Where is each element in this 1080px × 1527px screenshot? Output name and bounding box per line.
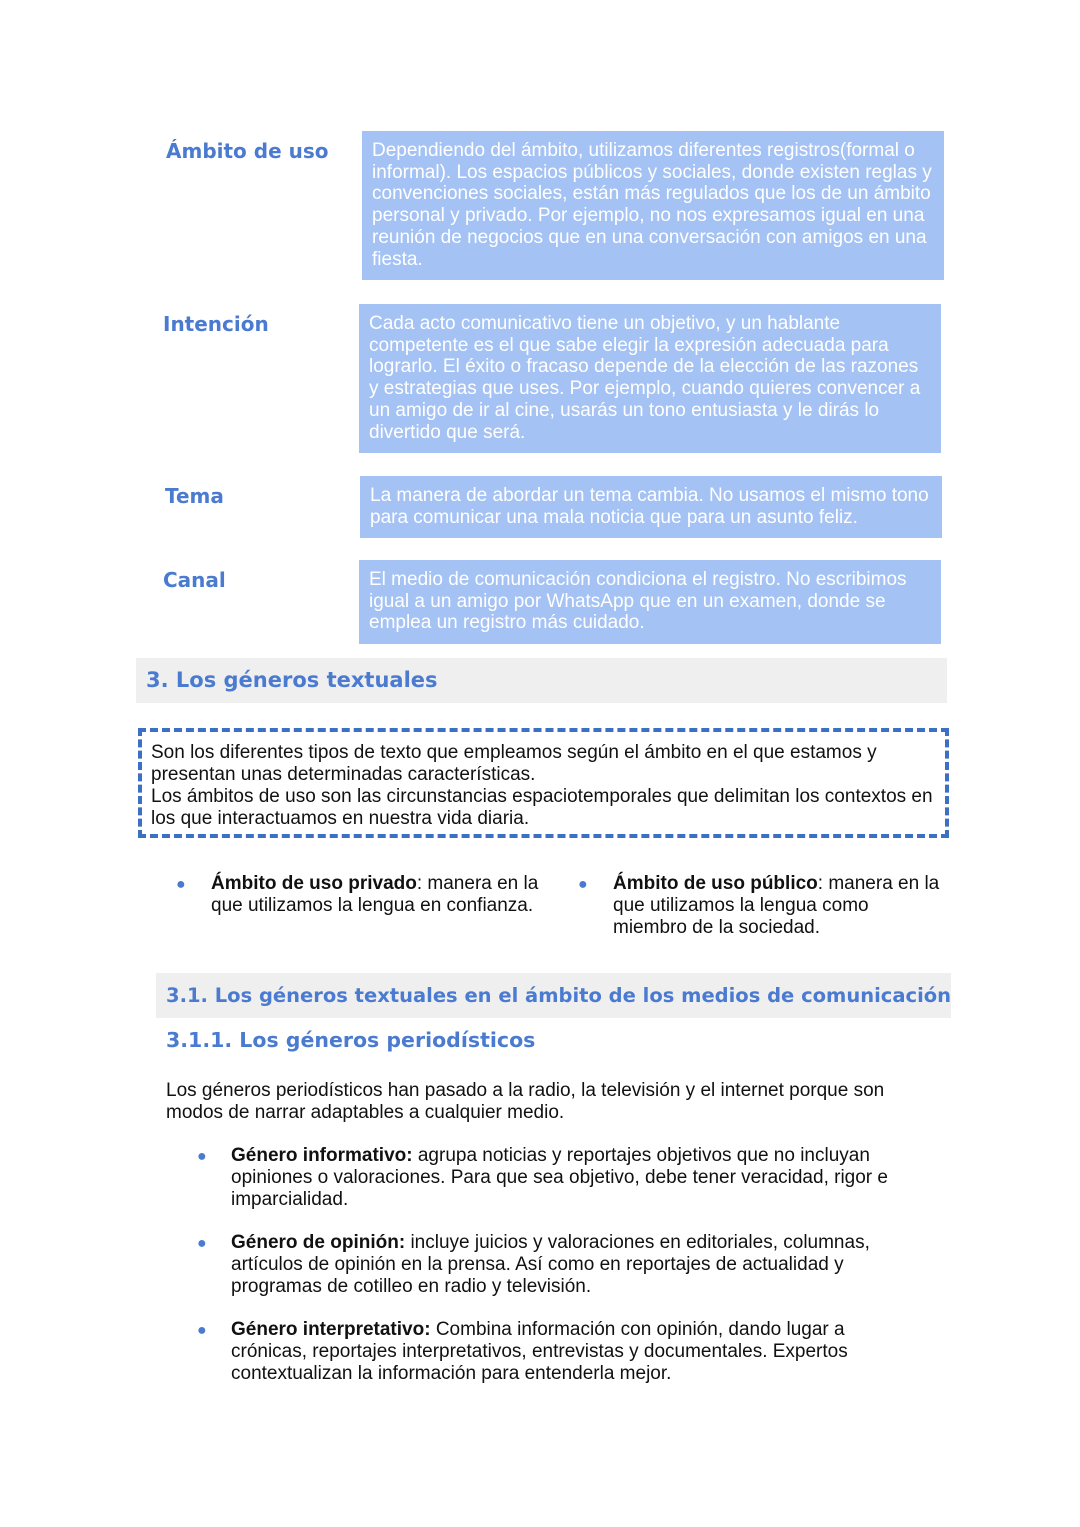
bullet-ambito-publico bbox=[578, 873, 943, 939]
section-3-header bbox=[136, 658, 947, 703]
bullet-dot: ● bbox=[197, 1322, 207, 1339]
bullet-dot: ● bbox=[197, 1235, 207, 1252]
factor-box-intencion: Cada acto comunicativo tiene un objetivo, y un hablante competente es el que sabe elegir la expresión adecuada para lograrlo. El éxito o fracaso depende de la elección de las razones y estrategias que uses. Por ejemplo, cuando quieres convencer a un amigo de ir al cine, usarás un tono entusiasta y le dirás lo divertido que será. bbox=[359, 304, 941, 453]
factor-label-canal: Canal bbox=[163, 568, 226, 592]
factor-label-intencion: Intención bbox=[163, 312, 269, 336]
genre-term: Género interpretativo: bbox=[231, 1319, 431, 1340]
factor-label-tema: Tema bbox=[165, 484, 224, 508]
bullet-ambito-privado bbox=[176, 873, 541, 917]
factor-box-canal: El medio de comunicación condiciona el registro. No escribimos igual a un amigo por WhatsApp que en un examen, donde se emplea un registro más cuidado. bbox=[359, 560, 941, 644]
list-item-opinion bbox=[197, 1232, 921, 1298]
genre-term: Género informativo: bbox=[231, 1145, 413, 1166]
list-item-informativo bbox=[197, 1145, 921, 1211]
bullet-dot: ● bbox=[578, 876, 588, 893]
section-3-1-header bbox=[156, 973, 951, 1018]
genre-text: agrupa noticias y reportajes objetivos que no incluyan opiniones o valoraciones. Para que sea objetivo, debe tener veracidad, rigor e imparcialidad. bbox=[231, 1145, 888, 1210]
bullet-dot: ● bbox=[197, 1148, 207, 1165]
definition-line-2: Los ámbitos de uso son las circunstancias espaciotemporales que delimitan los contextos en los que interactuamos en nuestra vida diaria. bbox=[151, 786, 933, 829]
bullet-dot: ● bbox=[176, 876, 186, 893]
definition-line-1: Son los diferentes tipos de texto que empleamos según el ámbito en el que estamos y presentan unas determinadas características. bbox=[151, 742, 877, 785]
factor-box-tema: La manera de abordar un tema cambia. No usamos el mismo tono para comunicar una mala noticia que para un asunto feliz. bbox=[360, 476, 942, 538]
genre-text: Combina información con opinión, dando lugar a crónicas, reportajes interpretativos, entrevistas y documentales. Expertos contextualizan la información para entenderla mejor. bbox=[231, 1319, 848, 1384]
genre-text: incluye juicios y valoraciones en editoriales, columnas, artículos de opinión en la prensa. Así como en reportajes de actualidad y programas de cotilleo en radio y televisión. bbox=[231, 1232, 870, 1297]
section-3-1-1-title: 3.1.1. Los géneros periodísticos bbox=[166, 1028, 536, 1052]
factor-box-ambito: Dependiendo del ámbito, utilizamos diferentes registros(formal o informal). Los espacios públicos y sociales, donde existen reglas y convenciones sociales, están más regulados que los de un ámbito personal y privado. Por ejemplo, no nos expresamos igual en una reunión de negocios que en una conversación con amigos en una fiesta. bbox=[362, 131, 944, 280]
list-item-interpretativo bbox=[197, 1319, 921, 1385]
intro-paragraph: Los géneros periodísticos han pasado a la radio, la televisión y el internet porque son modos de narrar adaptables a cualquier medio. bbox=[166, 1080, 885, 1123]
genre-term: Género de opinión: bbox=[231, 1232, 406, 1253]
section-3-title: 3. Los géneros textuales bbox=[146, 668, 438, 692]
bullet-text: : manera en la que utilizamos la lengua en confianza. bbox=[211, 873, 539, 916]
section-3-1-title: 3.1. Los géneros textuales en el ámbito de los medios de comunicación bbox=[166, 984, 952, 1007]
bullet-term: Ámbito de uso público bbox=[613, 873, 818, 894]
factor-label-ambito: Ámbito de uso bbox=[166, 139, 329, 163]
bullet-term: Ámbito de uso privado bbox=[211, 873, 417, 894]
definition-box bbox=[138, 728, 949, 838]
bullet-text: : manera en la que utilizamos la lengua como miembro de la sociedad. bbox=[613, 873, 940, 938]
